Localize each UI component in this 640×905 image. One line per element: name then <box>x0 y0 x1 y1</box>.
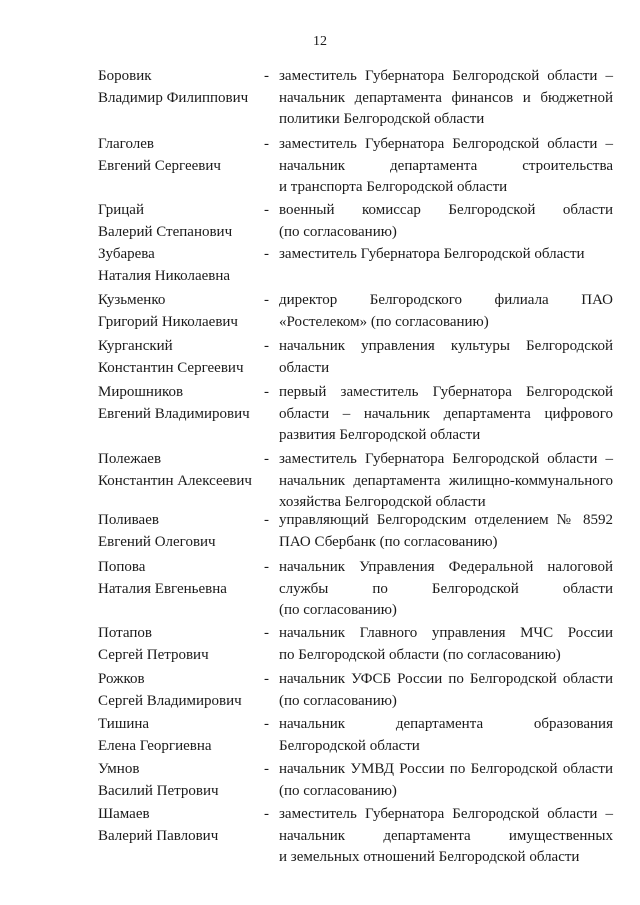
person-name <box>98 336 263 379</box>
given-names: Евгений Сергеевич <box>98 157 221 174</box>
surname: Грицай <box>98 202 144 218</box>
person-name <box>98 134 263 177</box>
separator-dash: - <box>264 136 269 152</box>
surname: Шамаев <box>98 806 150 822</box>
separator-dash: - <box>264 384 269 400</box>
surname: Боровик <box>98 68 152 84</box>
position-description <box>279 200 613 243</box>
position-description <box>279 382 613 447</box>
given-names: Константин Алексеевич <box>98 472 252 489</box>
given-names: Наталия Евгеньевна <box>98 580 227 597</box>
given-names: Сергей Петрович <box>98 646 209 663</box>
position-line: Белгородской области <box>279 737 420 754</box>
surname: Мирошников <box>98 384 184 400</box>
position-line: заместитель Губернатора Белгородской области <box>279 246 585 262</box>
position-line: заместитель Губернатора Белгородской области – <box>279 68 613 84</box>
position-line: начальник департамента имущественных <box>279 827 613 844</box>
surname: Умнов <box>98 761 140 777</box>
position-description <box>279 290 613 333</box>
separator-dash: - <box>264 559 269 575</box>
position-line: управляющий Белгородским отделением № 8592 <box>279 512 613 528</box>
separator-dash: - <box>264 625 269 641</box>
position-line: (по согласованию) <box>279 223 397 240</box>
position-line: военный комиссар Белгородской области <box>279 202 613 218</box>
person-name <box>98 510 263 553</box>
person-name <box>98 290 263 333</box>
separator-dash: - <box>264 512 269 528</box>
position-line: области – начальник департамента цифрового <box>279 405 613 422</box>
position-line: службы по Белгородской области <box>279 580 613 597</box>
given-names: Григорий Николаевич <box>98 313 238 330</box>
position-description <box>279 134 613 199</box>
position-line: начальник департамента жилищно-коммунального <box>279 472 613 489</box>
surname: Глаголев <box>98 136 154 152</box>
page-number: 12 <box>313 34 327 49</box>
position-description <box>279 804 613 869</box>
surname: Тишина <box>98 716 150 732</box>
position-line: начальник департамента образования <box>279 716 613 732</box>
given-names: Наталия Николаевна <box>98 267 231 284</box>
position-description <box>279 759 613 802</box>
position-line: директор Белгородского филиала ПАО <box>279 292 613 308</box>
separator-dash: - <box>264 246 269 262</box>
surname: Курганский <box>98 338 173 354</box>
given-names: Евгений Владимирович <box>98 405 250 422</box>
separator-dash: - <box>264 292 269 308</box>
person-name <box>98 449 263 492</box>
position-line: ПАО Сбербанк (по согласованию) <box>279 533 498 550</box>
given-names: Владимир Филиппович <box>98 89 249 106</box>
position-line: начальник УФСБ России по Белгородской области <box>279 671 613 687</box>
person-name <box>98 382 263 425</box>
position-line: (по согласованию) <box>279 692 397 709</box>
separator-dash: - <box>264 806 269 822</box>
position-line: «Ростелеком» (по согласованию) <box>279 313 489 330</box>
position-description <box>279 623 613 666</box>
separator-dash: - <box>264 68 269 84</box>
position-line: начальник УМВД России по Белгородской области <box>279 761 613 777</box>
person-name <box>98 759 263 802</box>
surname: Поливаев <box>98 512 159 528</box>
separator-dash: - <box>264 671 269 687</box>
given-names: Валерий Степанович <box>98 223 233 240</box>
surname: Попова <box>98 559 146 575</box>
person-name <box>98 714 263 757</box>
position-line: хозяйства Белгородской области <box>279 494 486 510</box>
position-description <box>279 449 613 514</box>
given-names: Елена Георгиевна <box>98 737 212 754</box>
person-name <box>98 557 263 600</box>
surname: Зубарева <box>98 246 155 262</box>
position-line: начальник управления культуры Белгородской <box>279 338 613 354</box>
position-description <box>279 669 613 712</box>
separator-dash: - <box>264 761 269 777</box>
position-line: заместитель Губернатора Белгородской области – <box>279 806 613 822</box>
position-line: первый заместитель Губернатора Белгородской <box>279 384 613 400</box>
separator-dash: - <box>264 451 269 467</box>
given-names: Евгений Олегович <box>98 533 216 550</box>
person-name <box>98 623 263 666</box>
position-description <box>279 557 613 622</box>
position-line: (по согласованию) <box>279 602 397 618</box>
separator-dash: - <box>264 338 269 354</box>
given-names: Константин Сергеевич <box>98 359 244 376</box>
person-name <box>98 669 263 712</box>
separator-dash: - <box>264 716 269 732</box>
surname: Потапов <box>98 625 152 641</box>
person-name <box>98 804 263 847</box>
given-names: Василий Петрович <box>98 782 219 799</box>
position-description <box>279 714 613 757</box>
person-name <box>98 200 263 243</box>
position-line: развития Белгородской области <box>279 427 481 443</box>
given-names: Валерий Павлович <box>98 827 219 844</box>
position-line: и транспорта Белгородской области <box>279 179 508 195</box>
surname: Полежаев <box>98 451 162 467</box>
position-description <box>279 336 613 379</box>
position-line: и земельных отношений Белгородской области <box>279 849 580 865</box>
position-line: начальник Управления Федеральной налоговой <box>279 559 613 575</box>
person-name <box>98 66 263 109</box>
position-line: заместитель Губернатора Белгородской области – <box>279 451 613 467</box>
position-line: заместитель Губернатора Белгородской области – <box>279 136 613 152</box>
given-names: Сергей Владимирович <box>98 692 242 709</box>
position-description <box>279 244 613 266</box>
position-line: по Белгородской области (по согласованию) <box>279 646 561 663</box>
position-line: начальник Главного управления МЧС России <box>279 625 613 641</box>
surname: Рожков <box>98 671 145 687</box>
position-line: начальник департамента строительства <box>279 157 613 174</box>
separator-dash: - <box>264 202 269 218</box>
position-description <box>279 66 613 131</box>
position-line: (по согласованию) <box>279 782 397 799</box>
position-description <box>279 510 613 553</box>
position-line: политики Белгородской области <box>279 111 485 127</box>
surname: Кузьменко <box>98 292 166 308</box>
position-line: начальник департамента финансов и бюджетной <box>279 89 613 106</box>
person-name <box>98 244 263 287</box>
position-line: области <box>279 359 330 376</box>
